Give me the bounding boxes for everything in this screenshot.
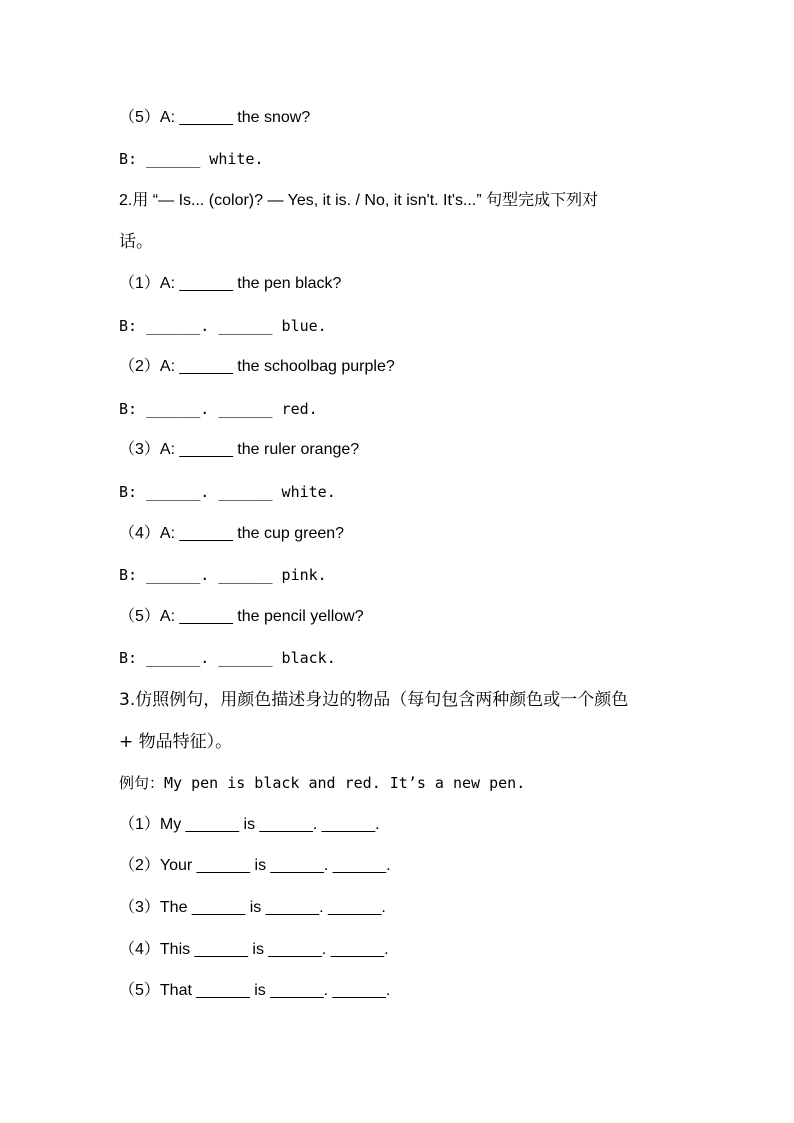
q3-item-5: （5）That ______ is ______. ______. bbox=[119, 982, 391, 999]
q2-item-2-line-b: B: ______. ______ red. bbox=[119, 400, 318, 418]
example-sentence: 例句：My pen is black and red. It’s a new pen. bbox=[119, 774, 526, 792]
q2-item-4-line-b: B: ______. ______ pink. bbox=[119, 566, 327, 584]
q3-item-4: （4）This ______ is ______. ______. bbox=[119, 941, 389, 958]
section-2-heading-cont: 话。 bbox=[119, 232, 153, 252]
q1-item-5-line-b: B: ______ white. bbox=[119, 150, 264, 168]
q2-item-3-line-a: （3）A: ______ the ruler orange? bbox=[119, 441, 360, 458]
q2-item-1-line-a: （1）A: ______ the pen black? bbox=[119, 275, 342, 292]
q2-item-5-line-a: （5）A: ______ the pencil yellow? bbox=[119, 608, 364, 625]
q2-item-5-line-b: B: ______. ______ black. bbox=[119, 649, 336, 667]
q2-item-2-line-a: （2）A: ______ the schoolbag purple? bbox=[119, 358, 395, 375]
q3-item-2: （2）Your ______ is ______. ______. bbox=[119, 857, 391, 874]
section-3-heading-cont: + 物品特征）。 bbox=[119, 732, 233, 752]
q3-item-1: （1）My ______ is ______. ______. bbox=[119, 816, 380, 833]
q1-item-5-line-a: （5）A: ______ the snow? bbox=[119, 109, 311, 126]
section-3-heading: 3.仿照例句，用颜色描述身边的物品（每句包含两种颜色或一个颜色 bbox=[119, 690, 629, 710]
section-2-heading: 2.用 “— Is... (color)? — Yes, it is. / No, it isn't. It's...” 句型完成下列对 bbox=[119, 192, 599, 209]
q2-item-1-line-b: B: ______. ______ blue. bbox=[119, 317, 327, 335]
q3-item-3: （3）The ______ is ______. ______. bbox=[119, 899, 386, 916]
q2-item-4-line-a: （4）A: ______ the cup green? bbox=[119, 525, 345, 542]
q2-item-3-line-b: B: ______. ______ white. bbox=[119, 483, 336, 501]
